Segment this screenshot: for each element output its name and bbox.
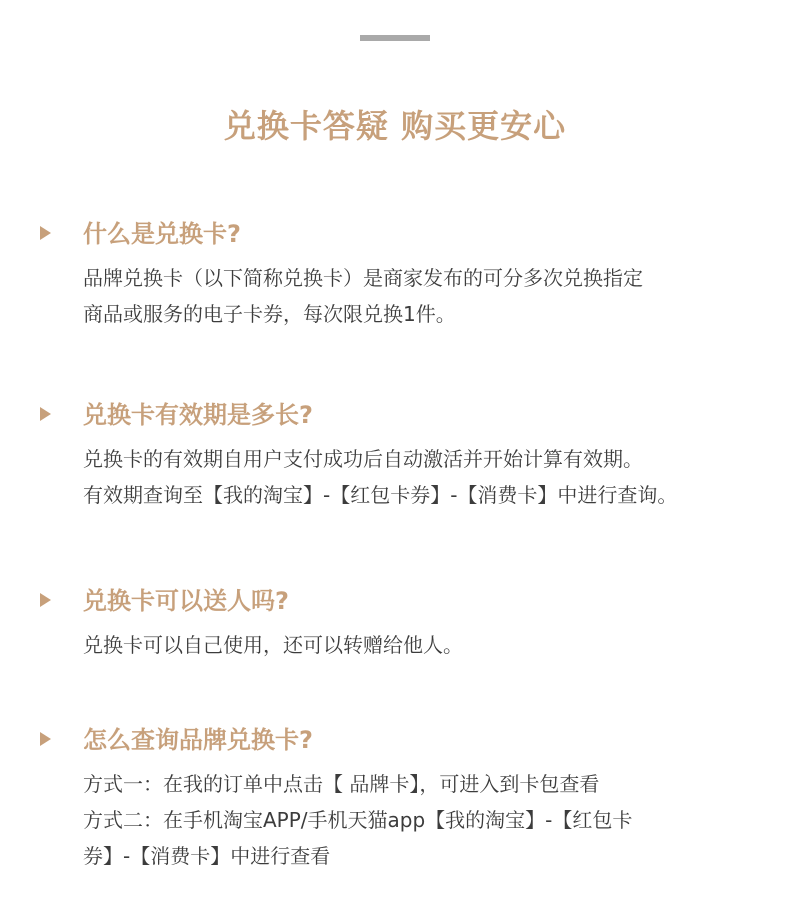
faq-answer xyxy=(83,627,753,663)
faq-question: 兑换卡有效期是多长? xyxy=(83,401,313,429)
faq-item-validity xyxy=(0,397,790,513)
triangle-right-icon xyxy=(40,226,51,240)
faq-answer-line: 方式一：在我的订单中点击【 品牌卡】，可进入到卡包查看 xyxy=(83,772,600,796)
page-title: 兑换卡答疑 购买更安心 xyxy=(223,107,567,145)
faq-question: 兑换卡可以送人吗? xyxy=(83,587,289,615)
faq-answer-line: 商品或服务的电子卡券，每次限兑换1件。 xyxy=(83,302,456,326)
triangle-right-icon xyxy=(40,407,51,421)
faq-answer-line: 兑换卡可以自己使用，还可以转赠给他人。 xyxy=(83,633,463,657)
faq-item-gifting xyxy=(0,583,790,663)
faq-answer xyxy=(83,260,753,332)
faq-item-what-is-card xyxy=(0,216,790,332)
triangle-right-icon xyxy=(40,732,51,746)
drag-handle-bar xyxy=(360,35,430,41)
faq-question-row xyxy=(0,216,790,252)
faq-question-row xyxy=(0,397,790,433)
faq-answer-line: 方式二：在手机淘宝APP/手机天猫app【我的淘宝】-【红包卡 xyxy=(83,808,633,832)
faq-answer xyxy=(83,766,753,874)
faq-answer-line: 券】-【消费卡】中进行查看 xyxy=(83,844,331,868)
faq-answer-line: 兑换卡的有效期自用户支付成功后自动激活并开始计算有效期。 xyxy=(83,447,643,471)
triangle-right-icon xyxy=(40,593,51,607)
faq-question-row xyxy=(0,722,790,758)
faq-item-how-to-query xyxy=(0,722,790,874)
faq-question: 什么是兑换卡? xyxy=(83,220,241,248)
faq-answer-line: 有效期查询至【我的淘宝】-【红包卡券】-【消费卡】中进行查询。 xyxy=(83,483,678,507)
faq-answer xyxy=(83,441,753,513)
faq-answer-line: 品牌兑换卡（以下简称兑换卡）是商家发布的可分多次兑换指定 xyxy=(83,266,643,290)
faq-question-row xyxy=(0,583,790,619)
faq-question: 怎么查询品牌兑换卡? xyxy=(83,726,313,754)
